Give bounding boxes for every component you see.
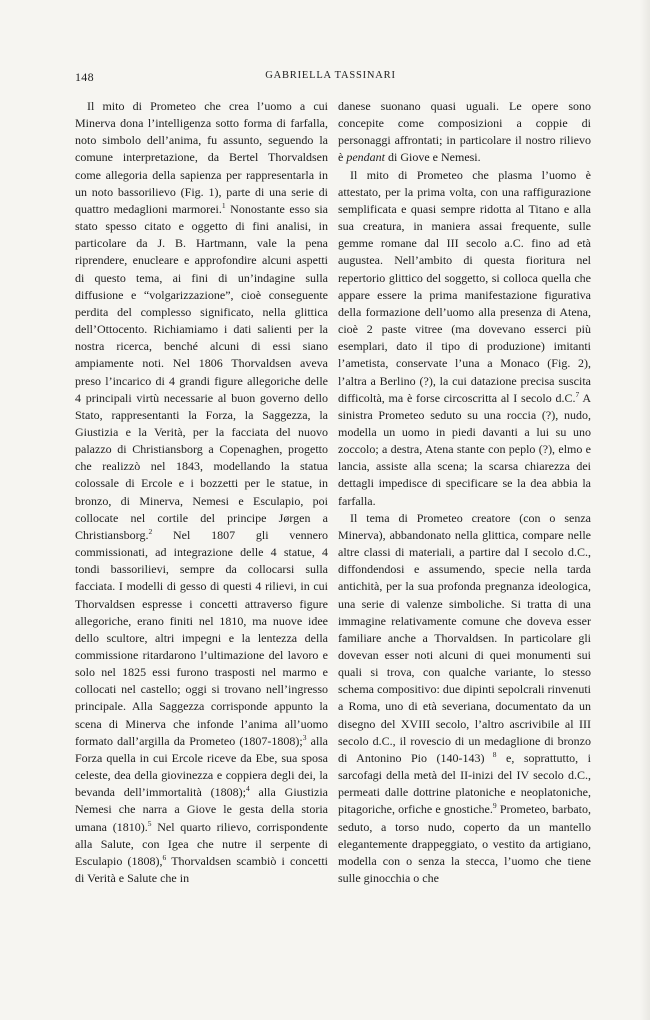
paragraph-continued (338, 98, 591, 167)
text-run: A sinistra Prometeo seduto su una roccia (?), nudo, modella un uomo in piedi davanti a lui su uno zoccolo; a destra, Atena stante con peplo (?), elmo e lancia, assiste alla scena; la scarsa chiarezza dei dettagli impedisce di specificare se la dea abbia la farfalla. (338, 390, 591, 508)
text-run: alla Giustizia Nemesi che narra a Giove le gesta della storia umana (1810). (75, 785, 328, 834)
footnote-ref: 5 (147, 818, 152, 828)
text-run: Nel 1807 gli vennero commissionati, ad integrazione delle 4 statue, 4 tondi bassorilievi, sempre da collocarsi sulla facciata. I modelli di gesso di questi 4 rilievi, in cui Thorvaldsen espresse i concetti attraverso figure allegoriche, erano finiti nel 1810, ma nuove idee dello scultore, altri impegni e la lentezza della commissione ritardarono l’ultimazione del lavoro e solo nel 1825 essi furono trasposti nel marmo e collocati nel castello; oggi si trovano nell’ingresso principale. Alla Saggezza corrisponde appunto la scena di Minerva che infonde l’anima all’uomo formato dall’argilla da Prometeo (1807-1808); (75, 527, 328, 748)
italic-term: pendant (346, 150, 385, 165)
running-head: GABRIELLA TASSINARI (265, 70, 396, 81)
paragraph (338, 510, 591, 887)
text-run: Nel quarto rilievo, corrispondente alla Salute, con Igea che nutre il serpente di Esculapio (1808), (75, 819, 328, 868)
text-run: di Giove e Nemesi. (385, 150, 481, 165)
text-run: danese suonano quasi uguali. Le opere sono concepite come composizioni a coppie di personaggi affrontati; in particolare il nostro rilievo è (338, 99, 591, 165)
text-run: Il tema di Prometeo creatore (con o senza Minerva), abbandonato nella glittica, compare nelle altre classi di materiali, a partire dal I secolo d.C., diffondendosi e assumendo, specie nella tarda antichità, per la sua profonda pregnanza ideologica, una serie di valenze simboliche. Si tratta di una immagine relativamente comune che doveva esser familiare anche a Thorvaldsen. In particolare gli dovevan esser noti alcuni di quei monumenti sui quali si trova, con qualche variante, lo stesso schema compositivo: due dipinti sepolcrali rinvenuti a Roma, uno di età severiana, documentato da un disegno del XVIII secolo, l’altro ascrivibile al III secolo d.C., il rovescio di un medaglione di bronzo di Antonino Pio (140-143) (338, 510, 591, 765)
text-run: Il mito di Prometeo che plasma l’uomo è attestato, per la prima volta, con una raffigurazione semplificata e quasi sempre ridotta al Titano e alla sua creatura, in maniera assai frequente, sulle gemme romane dal III secolo a.C. fino ad età augustea. Nell’ambito di questa fioritura nel repertorio glittico del soggetto, si colloca quella che appare essere la prima manifestazione figurativa della formazione dell’uomo alla presenza di Atena, cioè 2 paste vitree (ma dovevano esserci più esemplari, dato il tipo di produzione) imitanti l’ametista, conservate l’una a Monaco (Fig. 2), l’altra a Berlino (?), la cui datazione precisa suscita difficoltà, ma è forse circoscritta al I secolo d.C. (338, 167, 591, 405)
paragraph (75, 98, 328, 887)
footnote-ref: 1 (221, 200, 226, 210)
footnote-ref: 4 (245, 784, 250, 794)
text-run: Thorvaldsen scambiò i concetti di Verità e Salute che in (75, 853, 328, 886)
footnote-ref: 8 (484, 749, 497, 759)
text-run: Il mito di Prometeo che crea l’uomo a cui Minerva dona l’intelligenza sotto forma di farfalla, noto simbolo dell’anima, fu assunto, seguendo la comune interpretazione, da Bertel Thorvaldsen come allegoria della sapienza per rappresentarla in un noto bassorilievo (Fig. 1), parte di una serie di quattro medaglioni marmorei. (75, 99, 328, 216)
footnote-ref: 3 (302, 732, 307, 742)
footnote-ref: 6 (162, 852, 167, 862)
footnote-ref: 2 (148, 526, 153, 536)
page-header (75, 70, 586, 88)
paragraph (338, 167, 591, 510)
text-run: Prometeo, barbato, seduto, a torso nudo, coperto da un mantello elegantemente drappeggiato, o vestito da artigiano, modella con o senza la stecca, l’uomo che tiene sulle ginocchia o che (338, 802, 591, 886)
text-run: alla Forza quella in cui Ercole riceve da Ebe, sua sposa celeste, dea della giovinezza e coppiera degli dei, la bevanda dell’immortalità (1808); (75, 733, 328, 800)
page-number: 148 (75, 70, 94, 84)
left-column (75, 98, 328, 887)
page-edge-shadow (640, 0, 650, 1020)
text-run: Nonostante esso sia stato spesso citato e oggetto di fini analisi, in particolare da J. B. Hartmann, vale la pena riprendere, enucleare e approfondire alcuni aspetti di questo tema, ai fini di un’indagine sulla diffusione e “volgarizzazione”, cioè conseguente perdita del complesso significato, nella glittica dell’Ottocento. Richiamiamo i dati salienti per la nostra ricerca, benché alcuni di essi siano ampiamente noti. Nel 1806 Thorvaldsen aveva preso l’incarico di 4 grandi figure allegoriche delle 4 principali virtù necessarie al buon governo dello Stato, rappresentanti la Forza, la Saggezza, la Giustizia e la Verità, per la facciata del nuovo palazzo di Christiansborg a Copenaghen, progetto che realizzò nel 1843, modellando la statua colossale di Ercole e i bozzetti per le statue, in bronzo, di Minerva, Nemesi e Esculapio, poi collocate nel cortile del principe Jørgen a Christiansborg. (75, 201, 328, 542)
footnote-ref: 9 (492, 801, 497, 811)
footnote-ref: 7 (575, 389, 580, 399)
text-run: e, soprattutto, i sarcofagi della metà del II-inizi del IV secolo d.C., permeati dalle dottrine platoniche e neoplatoniche, pitagoriche, orfiche e gnostiche. (338, 750, 591, 817)
right-column (338, 98, 591, 887)
